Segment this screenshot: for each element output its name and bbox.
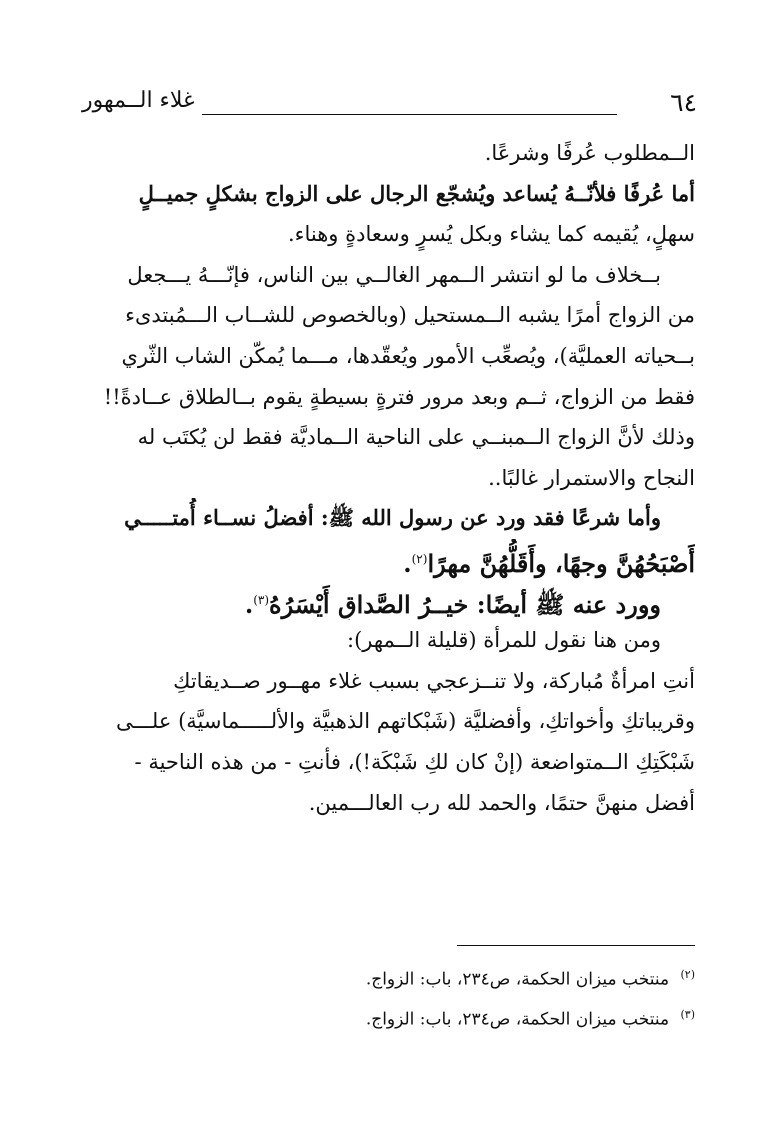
- body-line: من الزواج أمرًا يشبه الــمستحيل (وبالخصوص للشــاب الـــمُبتدىء: [125, 303, 695, 328]
- body-line: أنتِ امرأةٌ مُباركة، ولا تنــزعجي بسبب غلاء مهــور صــديقاتكِ: [173, 668, 695, 693]
- footnote-marker: (٣): [680, 1008, 695, 1021]
- body-line-quote: وورد عنه ﷺ أيضًا: خيــرُ الصَّداقِ أَيْسَرُهُ$^{(٣)}$.: [244, 589, 661, 619]
- body-line-quote: أَصْبَحُهُنَّ وجهًا، وأَقَلُّهُنَّ مهرًا$^{(٢)}$.: [403, 548, 695, 578]
- body-line: بــخلاف ما لو انتشر الــمهر الغالــي بين الناس، فإنّـــهُ يـــجعل: [127, 262, 661, 287]
- footnote-item: [80, 995, 695, 1035]
- body-line: وأما شرعًا فقد ورد عن رسول الله ﷺ: أفضلُ نســاء أُمتـــــي: [124, 505, 661, 531]
- body-line: أفضل منهنَّ حتمًا، والحمد لله رب العالـــمين.: [308, 790, 695, 815]
- footnote-item: [80, 955, 695, 995]
- body-line: شَبْكَتِكِ الــمتواضعة (إنْ كان لكِ شَبْكَة!)، فأنتِ - من هذه الناحية -: [134, 749, 695, 774]
- body-line: الــمطلوب عُرفًا وشرعًا.: [484, 141, 695, 165]
- body-line: ومن هنا نقول للمرأة (قليلة الــمهر):: [347, 628, 661, 653]
- body-text: [80, 133, 695, 823]
- body-line: سهلٍ، يُقيمه كما يشاء وبكل يُسرٍ وسعادةٍ وهناء.: [287, 222, 695, 247]
- footnote-text: منتخب ميزان الحكمة، ص٢٣٤، باب: الزواج.: [365, 969, 670, 990]
- header-rule: [202, 114, 617, 115]
- body-line: وذلك لأنَّ الزواج الــمبنــي على الناحية الــماديَّة فقط لن يُكتَب له: [137, 425, 695, 450]
- body-line: وقريباتكِ وأخواتكِ، وأفضليَّة (شَبْكاتهم الذهبيَّة والألـــــماسيَّة) علـــى: [115, 709, 695, 734]
- body-line: فقط من الزواج، ثــم وبعد مرور فترةٍ بسيطةٍ يقوم بــالطلاق عــادةً!!: [103, 384, 695, 409]
- running-title: غلاء الــمهور: [82, 88, 195, 113]
- page-header: [82, 86, 697, 120]
- body-line: أما عُرفًا فلأنّــهُ يُساعد ويُشجّع الرجال على الزواج بشكلٍ جميــلٍ: [138, 180, 695, 206]
- footnote-rule: [457, 945, 695, 946]
- footnote-ref-2: (٢): [411, 551, 428, 566]
- footnotes: [80, 955, 695, 1035]
- page-number: ٦٤: [670, 88, 697, 117]
- hadith-1: أَصْبَحُهُنَّ وجهًا، وأَقَلُّهُنَّ مهرًا: [427, 548, 695, 578]
- hadith-2: وورد عنه ﷺ أيضًا: خيــرُ الصَّداقِ أَيْسَرُهُ: [269, 589, 661, 619]
- footnote-marker: (٢): [680, 968, 695, 981]
- footnote-text: منتخب ميزان الحكمة، ص٢٣٤، باب: الزواج.: [365, 1009, 670, 1030]
- body-line: النجاح والاستمرار غالبًا..: [488, 465, 695, 490]
- body-line: بــحياته العمليَّة)، ويُصعِّب الأمور ويُعقّدها، مـــما يُمكّن الشاب الثّري: [121, 343, 695, 368]
- footnote-ref-3: (٣): [253, 592, 270, 607]
